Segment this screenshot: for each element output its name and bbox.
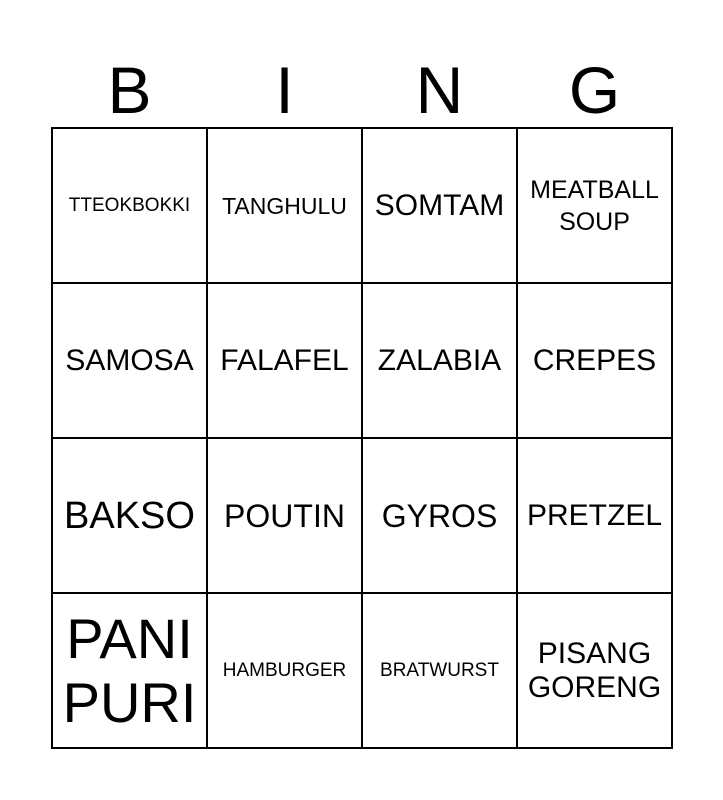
cell-label: FALAFEL [220, 343, 349, 377]
cell-label: HAMBURGER [222, 659, 347, 681]
cell-label: ZALABIA [377, 343, 502, 377]
bingo-cell-r1c1[interactable] [53, 129, 208, 284]
cell-label: CREPES [532, 343, 657, 377]
header-letter-g: G [568, 53, 621, 127]
bingo-cell-r2c4[interactable] [518, 284, 673, 439]
bingo-cell-r4c1[interactable] [53, 594, 208, 749]
bingo-cell-r3c3[interactable] [363, 439, 518, 594]
bingo-grid [51, 127, 673, 749]
cell-label: POUTIN [224, 497, 345, 534]
bingo-cell-r3c4[interactable] [518, 439, 673, 594]
bingo-cell-r1c2[interactable] [208, 129, 363, 284]
header-letter-n: N [415, 53, 464, 127]
bingo-cell-r2c1[interactable] [53, 284, 208, 439]
cell-label: PRETZEL [526, 498, 663, 532]
bingo-header [52, 52, 672, 128]
cell-label: BRATWURST [380, 659, 499, 681]
cell-label: GYROS [381, 497, 498, 534]
bingo-cell-r3c2[interactable] [208, 439, 363, 594]
header-letter-i: I [275, 53, 294, 127]
bingo-cell-r4c3[interactable] [363, 594, 518, 749]
bingo-cell-r1c3[interactable] [363, 129, 518, 284]
cell-label: PISANG GORENG [527, 636, 662, 704]
cell-label: SOMTAM [374, 188, 505, 222]
bingo-cell-r2c2[interactable] [208, 284, 363, 439]
header-letter-b: B [107, 53, 152, 127]
bingo-cell-r3c1[interactable] [53, 439, 208, 594]
cell-label: BAKSO [64, 494, 195, 537]
cell-label: TTEOKBOKKI [68, 194, 191, 216]
bingo-cell-r1c4[interactable] [518, 129, 673, 284]
bingo-cell-r4c4[interactable] [518, 594, 673, 749]
cell-label: SAMOSA [65, 343, 194, 377]
bingo-cell-r4c2[interactable] [208, 594, 363, 749]
cell-label: MEATBALL SOUP [530, 175, 659, 236]
bingo-cell-r2c3[interactable] [363, 284, 518, 439]
cell-label: PANI PURI [62, 606, 197, 734]
cell-label: TANGHULU [222, 192, 347, 219]
